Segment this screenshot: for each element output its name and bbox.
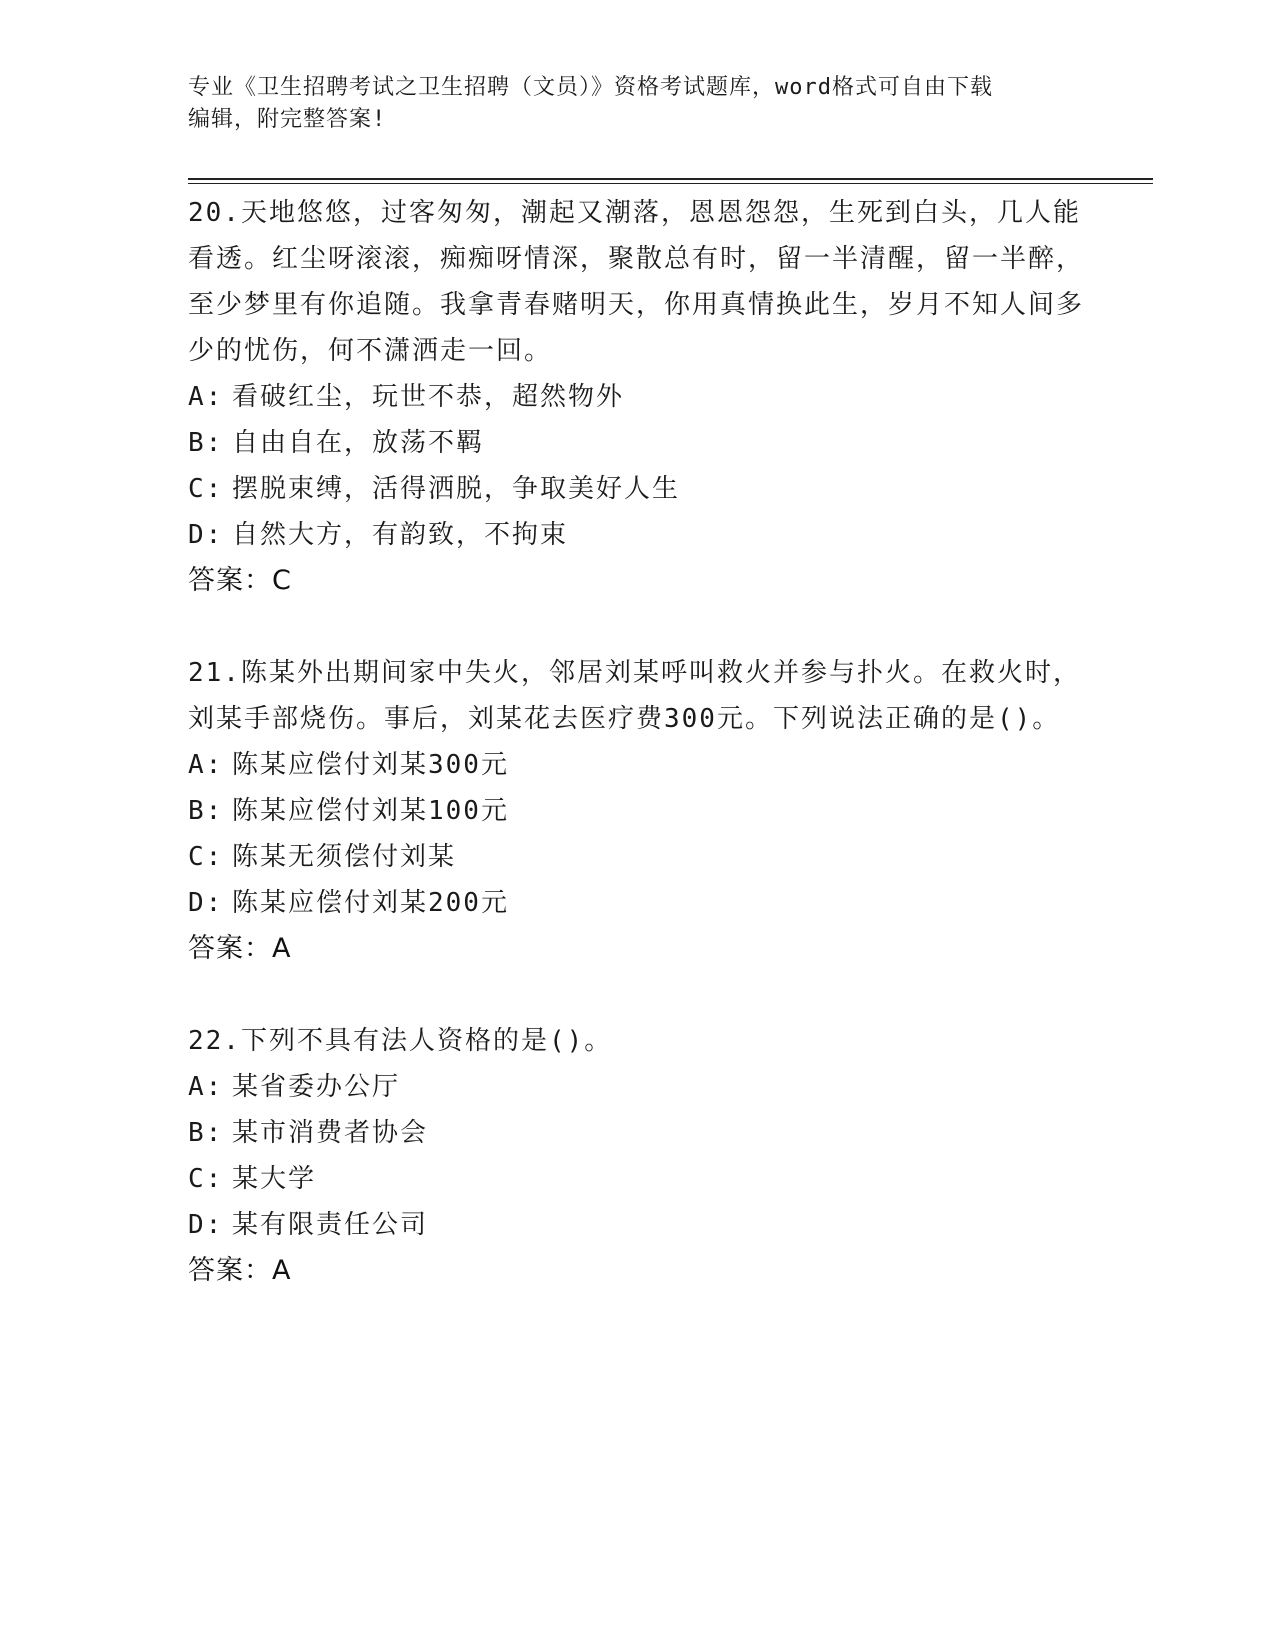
option-letter: A: xyxy=(188,750,224,780)
option-letter: C: xyxy=(188,842,224,872)
answer-value: C xyxy=(272,565,292,596)
option-text: 陈某应偿付刘某300元 xyxy=(232,750,509,780)
answer-label: 答案： xyxy=(188,1255,272,1286)
option-letter: B: xyxy=(188,428,224,458)
option-letter: A: xyxy=(188,1072,224,1102)
option-letter: B: xyxy=(188,1118,224,1148)
document-header xyxy=(188,72,1088,136)
header-line-2: 编辑，附完整答案! xyxy=(188,107,387,132)
option-a xyxy=(188,1064,1088,1110)
option-text: 摆脱束缚，活得洒脱，争取美好人生 xyxy=(232,474,681,504)
question-21 xyxy=(188,650,1088,972)
question-20 xyxy=(188,190,1088,604)
option-text: 某省委办公厅 xyxy=(232,1072,401,1102)
option-text: 某大学 xyxy=(232,1164,317,1194)
option-b xyxy=(188,1110,1088,1156)
option-text: 自然大方，有韵致，不拘束 xyxy=(232,520,569,550)
answer-line xyxy=(188,926,1088,972)
header-divider-thin xyxy=(188,183,1153,184)
question-stem: 21.陈某外出期间家中失火，邻居刘某呼叫救火并参与扑火。在救火时，刘某手部烧伤。事后，刘某花去医疗费300元。下列说法正确的是()。 xyxy=(188,658,1081,734)
answer-line xyxy=(188,558,1088,604)
option-d xyxy=(188,512,1088,558)
option-letter: D: xyxy=(188,888,224,918)
option-letter: C: xyxy=(188,474,224,504)
option-letter: D: xyxy=(188,520,224,550)
option-text: 陈某应偿付刘某200元 xyxy=(232,888,509,918)
option-text: 看破红尘，玩世不恭，超然物外 xyxy=(232,382,625,412)
option-letter: C: xyxy=(188,1164,224,1194)
option-text: 某市消费者协会 xyxy=(232,1118,429,1148)
option-letter: A: xyxy=(188,382,224,412)
answer-value: A xyxy=(272,1255,292,1286)
answer-label: 答案： xyxy=(188,565,272,596)
answer-label: 答案： xyxy=(188,933,272,964)
option-text: 陈某应偿付刘某100元 xyxy=(232,796,509,826)
header-divider-thick xyxy=(188,178,1153,180)
option-letter: D: xyxy=(188,1210,224,1240)
option-c xyxy=(188,1156,1088,1202)
option-text: 自由自在，放荡不羁 xyxy=(232,428,485,458)
option-d xyxy=(188,1202,1088,1248)
option-text: 陈某无须偿付刘某 xyxy=(232,842,457,872)
option-a xyxy=(188,742,1088,788)
option-letter: B: xyxy=(188,796,224,826)
option-c xyxy=(188,466,1088,512)
option-text: 某有限责任公司 xyxy=(232,1210,429,1240)
question-stem: 20.天地悠悠，过客匆匆，潮起又潮落，恩恩怨怨，生死到白头，几人能看透。红尘呀滚滚，痴痴呀情深，聚散总有时，留一半清醒，留一半醉，至少梦里有你追随。我拿青春赌明天，你用真情换此生，岁月不知人间多少的忧伤，何不潇洒走一回。 xyxy=(188,198,1085,366)
question-list xyxy=(188,190,1088,1340)
option-c xyxy=(188,834,1088,880)
question-22 xyxy=(188,1018,1088,1294)
option-a xyxy=(188,374,1088,420)
option-b xyxy=(188,420,1088,466)
option-d xyxy=(188,880,1088,926)
option-b xyxy=(188,788,1088,834)
answer-value: A xyxy=(272,933,292,964)
header-line-1: 专业《卫生招聘考试之卫生招聘（文员）》资格考试题库，word格式可自由下载 xyxy=(188,75,993,100)
question-stem: 22.下列不具有法人资格的是()。 xyxy=(188,1026,613,1056)
answer-line xyxy=(188,1248,1088,1294)
